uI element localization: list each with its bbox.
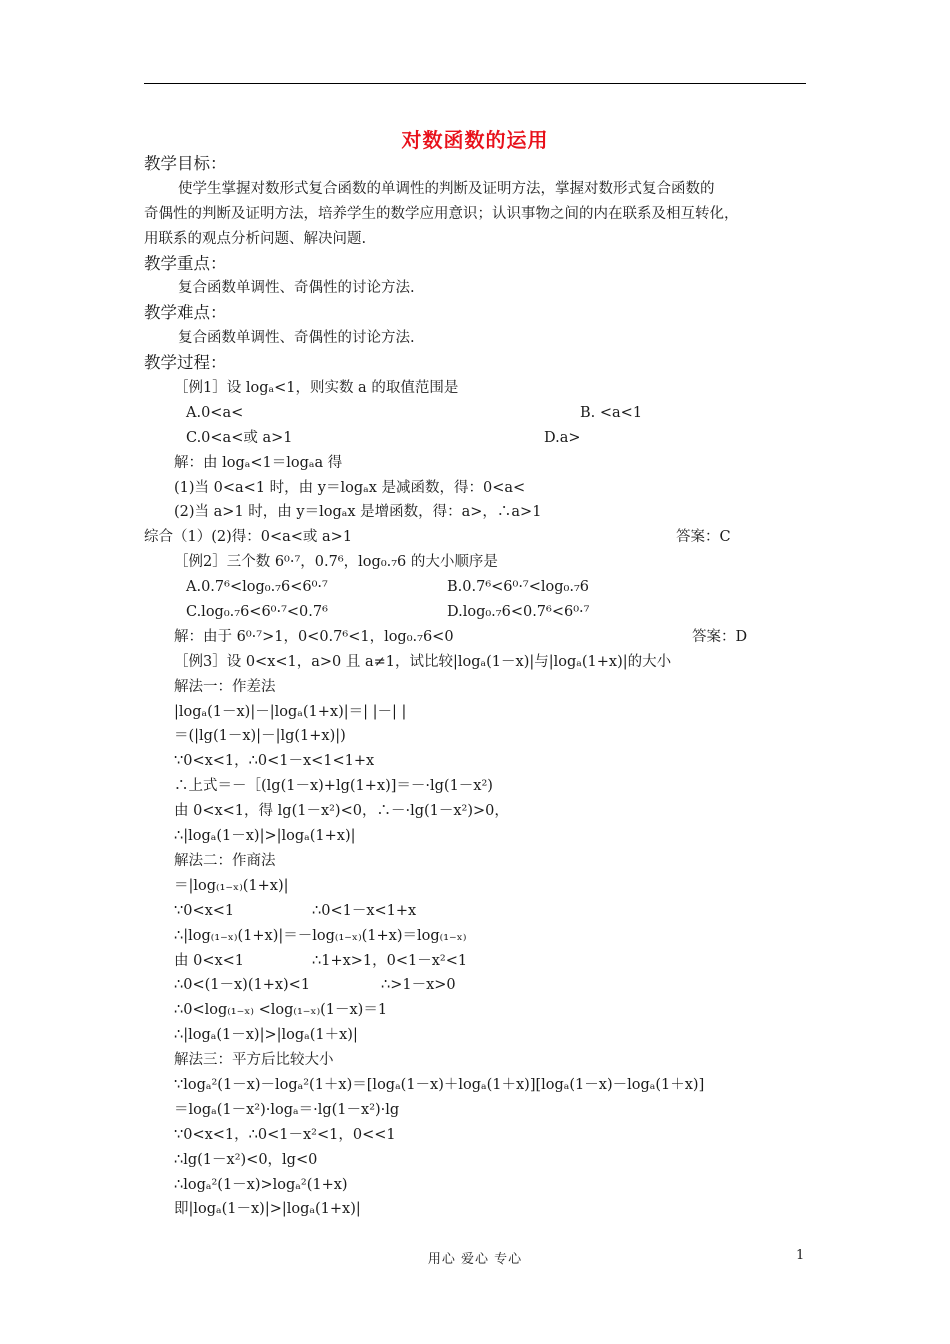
solution-line: ＝(|lg(1－x)|－|lg(1+x)|) <box>174 728 346 745</box>
example-line: ［例1］设 logₐ<1，则实数 a 的取值范围是 <box>174 380 459 397</box>
heading-objectives: 教学目标： <box>144 154 227 173</box>
example-line: ［例3］设 0<x<1，a>0 且 a≠1，试比较|logₐ(1－x)|与|logₐ(1+x)|的大小 <box>174 653 672 670</box>
document-title: 对数函数的运用 <box>401 128 549 152</box>
solution-line: ＝logₐ(1－x²)·logₐ＝·lg(1－x²)·lg <box>174 1101 400 1118</box>
solution-line <box>144 949 808 974</box>
heading-process: 教学过程： <box>144 353 227 373</box>
solution-line: 解法一：作差法 <box>174 678 276 695</box>
solution-line: 解法二：作商法 <box>174 852 276 869</box>
summary-text: 综合（1）(2)得：0<a<或 a>1 <box>144 529 353 546</box>
solution-text: ∴0<1－x<1+x <box>312 902 417 919</box>
option-line <box>144 401 808 426</box>
solution-line: ∴|log₍₁₋ₓ₎(1+x)|＝－log₍₁₋ₓ₎(1+x)＝log₍₁₋ₓ₎ <box>174 927 467 944</box>
solution-line: 由 0<x<1，得 lg(1－x²)<0，∴－·lg(1－x²)>0， <box>174 803 509 820</box>
option-c: C.log₀.₇6<6⁰·⁷<0.7⁶ <box>186 604 328 621</box>
option-b: B. <a<1 <box>580 404 643 421</box>
solution-line: ＝|log₍₁₋ₓ₎(1+x)| <box>174 877 289 894</box>
paragraph-line: 使学生掌握对数形式复合函数的单调性的判断及证明方法，掌握对数形式复合函数的 <box>178 180 715 197</box>
solution-line: ∴上式＝－［(lg(1－x)+lg(1+x)]＝－·lg(1－x²) <box>174 778 493 795</box>
option-c: C.0<a<或 a>1 <box>186 429 293 446</box>
solution-line: ∴logₐ²(1－x)>logₐ²(1+x) <box>174 1176 348 1193</box>
answer-text: 答案：D <box>692 628 748 645</box>
solution-line: (2)当 a>1 时，由 y＝logₐx 是增函数，得：a>，∴a>1 <box>174 504 542 521</box>
paragraph-line: 复合函数单调性、奇偶性的讨论方法. <box>178 330 415 347</box>
solution-line: |logₐ(1－x)|－|logₐ(1+x)|＝| |－| | <box>174 703 407 720</box>
solution-line: ∵0<x<1，∴0<1－x<1<1+x <box>174 753 375 770</box>
solution-text: ∴>1－x>0 <box>381 977 456 994</box>
solution-text: ∵0<x<1 <box>174 902 235 919</box>
solution-line: ∵0<x<1，∴0<1－x²<1，0<<1 <box>174 1126 396 1143</box>
solution-line <box>144 625 808 650</box>
option-line <box>144 426 808 451</box>
solution-line: 解法三：平方后比较大小 <box>174 1052 334 1069</box>
option-line <box>144 575 808 600</box>
heading-key-points: 教学重点： <box>144 253 227 273</box>
solution-text: ∴1+x>1，0<1－x²<1 <box>312 952 468 969</box>
solution-line: ∴|logₐ(1－x)|>|logₐ(1+x)| <box>174 828 356 845</box>
option-d: D.a> <box>544 429 581 446</box>
solution-line <box>144 899 808 924</box>
page-footer: 用心 爱心 专心 <box>427 1252 523 1267</box>
paragraph-line: 复合函数单调性、奇偶性的讨论方法. <box>178 280 415 297</box>
document-body <box>144 152 808 1222</box>
paragraph-line: 奇偶性的判断及证明方法，培养学生的数学应用意识；认识事物之间的内在联系及相互转化， <box>144 205 739 222</box>
solution-line <box>144 525 808 550</box>
option-b: B.0.7⁶<6⁰·⁷<log₀.₇6 <box>447 579 590 596</box>
solution-line: 即|logₐ(1－x)|>|logₐ(1+x)| <box>174 1201 361 1218</box>
solution-line: 解：由 logₐ<1＝logₐa 得 <box>174 454 343 471</box>
option-d: D.log₀.₇6<0.7⁶<6⁰·⁷ <box>447 604 590 621</box>
paragraph-line: 用联系的观点分析问题、解决问题. <box>144 230 367 247</box>
heading-difficulties: 教学难点： <box>144 303 227 323</box>
solution-line: ∴|logₐ(1－x)|>|logₐ(1＋x)| <box>174 1027 358 1044</box>
answer-text: 答案：C <box>676 529 731 546</box>
option-line <box>144 600 808 625</box>
option-a: A.0<a< <box>186 404 244 421</box>
example-line: ［例2］三个数 6⁰·⁷，0.7⁶，log₀.₇6 的大小顺序是 <box>174 554 498 571</box>
solution-text: 由 0<x<1 <box>174 952 245 969</box>
option-a: A.0.7⁶<log₀.₇6<6⁰·⁷ <box>186 579 328 596</box>
page-number: 1 <box>796 1248 805 1263</box>
solution-text: 解：由于 6⁰·⁷>1，0<0.7⁶<1，log₀.₇6<0 <box>174 628 454 645</box>
solution-line: (1)当 0<a<1 时，由 y＝logₐx 是减函数，得：0<a< <box>174 479 526 496</box>
header-rule <box>144 83 806 84</box>
solution-line: ∴lg(1－x²)<0，lg<0 <box>174 1151 318 1168</box>
solution-text: ∴0<(1－x)(1+x)<1 <box>174 977 311 994</box>
solution-line <box>144 973 808 998</box>
solution-line: ∵logₐ²(1－x)－logₐ²(1＋x)＝[logₐ(1－x)＋logₐ(1＋x)][logₐ(1－x)－logₐ(1＋x)] <box>174 1076 705 1093</box>
solution-line: ∴0<log₍₁₋ₓ₎ <log₍₁₋ₓ₎(1－x)＝1 <box>174 1002 388 1019</box>
